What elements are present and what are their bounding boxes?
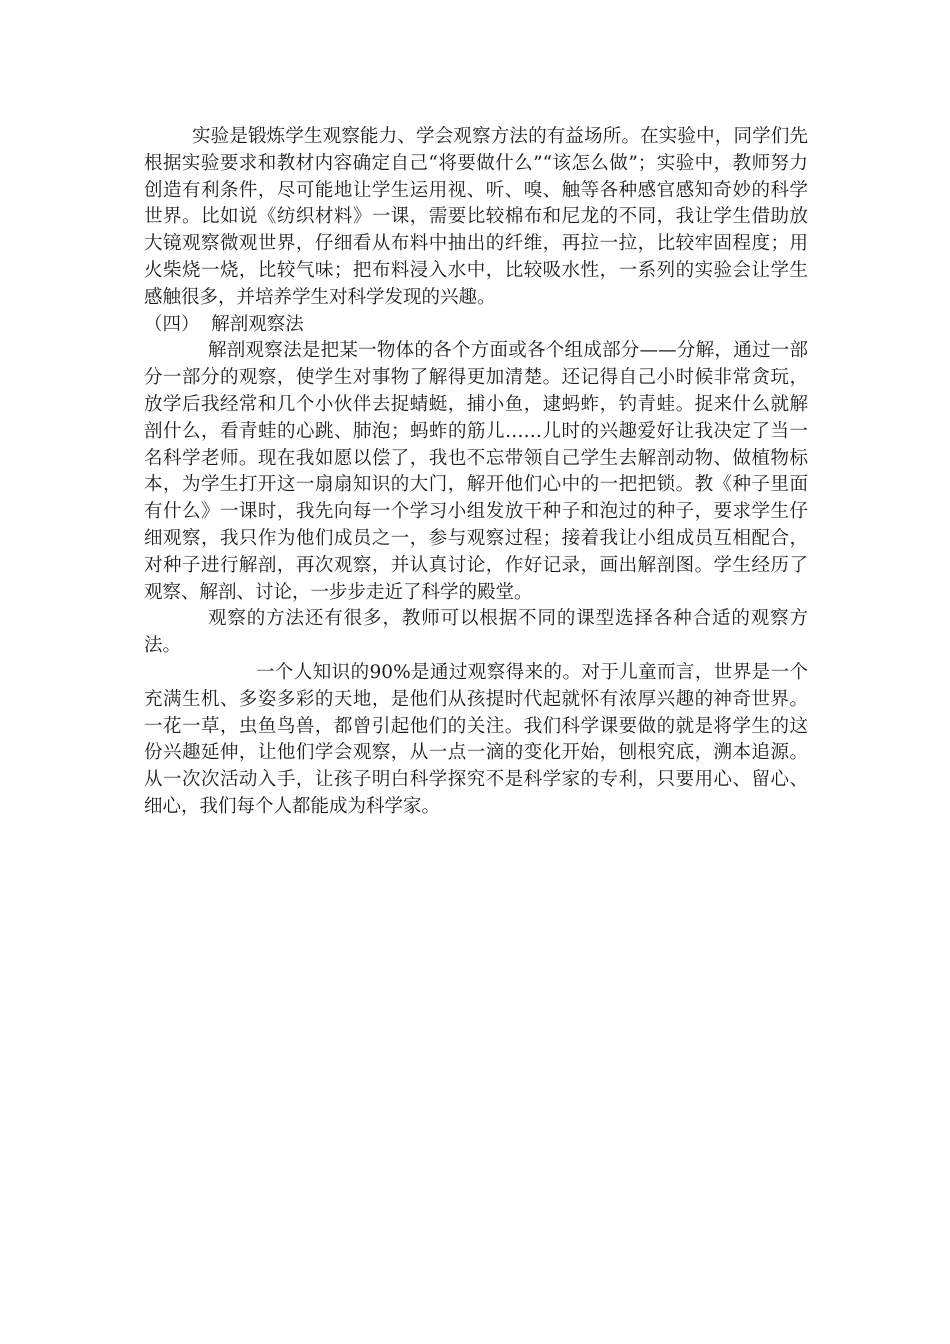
paragraph-experiment-observation: 实验是锻炼学生观察能力、学会观察方法的有益场所。在实验中，同学们先根据实验要求和教材内容确定自己“将要做什么”“该怎么做”；实验中，教师努力创造有利条件，尽可能地让学生运用视、听、嗅、触等各种感官感知奇妙的科学世界。比如说《纺织材料》一课，需要比较棉布和尼龙的不同，我让学生借助放大镜观察微观世界，仔细看从布料中抽出的纤维，再拉一拉，比较牢固程度；用火柴烧一烧，比较气味；把布料浸入水中，比较吸水性，一系列的实验会让学生感触很多，并培养学生对科学发现的兴趣。 xyxy=(144,126,808,308)
section-heading-dissection-method: （四） 解剖观察法 xyxy=(144,313,304,335)
paragraph-other-methods: 观察的方法还有很多，教师可以根据不同的课型选择各种合适的观察方法。 xyxy=(144,608,808,657)
paragraph-dissection-method: 解剖观察法是把某一物体的各个方面或各个组成部分——分解，通过一部分一部分的观察，使学生对事物了解得更加清楚。还记得自己小时候非常贪玩，放学后我经常和几个小伙伴去捉蜻蜓，捕小鱼，逮蚂蚱，钓青蛙。捉来什么就解剖什么，看青蛙的心跳、肺泡；蚂蚱的筋儿……儿时的兴趣爱好让我决定了当一名科学老师。现在我如愿以偿了，我也不忘带领自己学生去解剖动物、做植物标本，为学生打开这一扇扇知识的大门，解开他们心中的一把把锁。教《种子里面有什么》一课时，我先向每一个学习小组发放干种子和泡过的种子，要求学生仔细观察，我只作为他们成员之一，参与观察过程；接着我让小组成员互相配合，对种子进行解剖，再次观察，并认真讨论，作好记录，画出解剖图。学生经历了观察、解剖、讨论，一步步走近了科学的殿堂。 xyxy=(144,340,808,603)
paragraph-conclusion: 一个人知识的90%是通过观察得来的。对于儿童而言，世界是一个充满生机、多姿多彩的天地，是他们从孩提时代起就怀有浓厚兴趣的神奇世界。一花一草，虫鱼鸟兽，都曾引起他们的关注。我们科学课要做的就是将学生的这份兴趣延伸，让他们学会观察，从一点一滴的变化开始，刨根究底，溯本追源。从一次次活动入手，让孩子明白科学探究不是科学家的专利，只要用心、留心、细心，我们每个人都能成为科学家。 xyxy=(144,661,808,817)
document-body xyxy=(144,124,808,821)
